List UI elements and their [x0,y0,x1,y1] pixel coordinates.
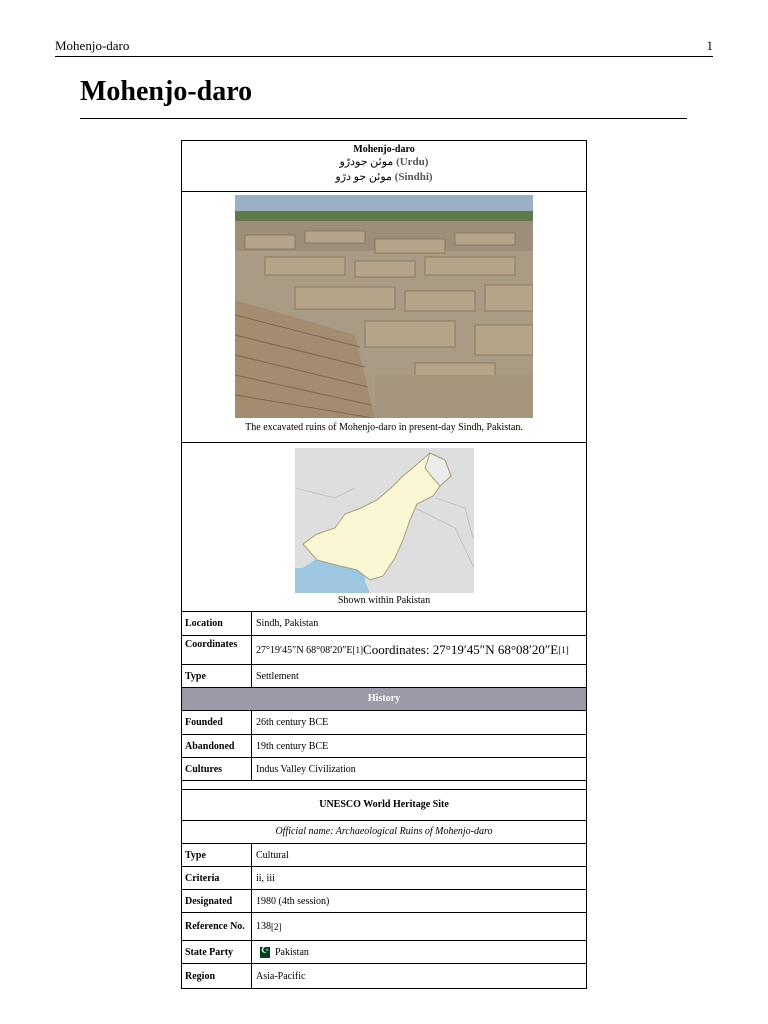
row-cultures [182,758,586,781]
row-designated [182,890,586,913]
row-type [182,665,586,688]
urdu-lang: (Urdu) [396,156,429,168]
row-coordinates [182,636,586,665]
infobox [181,140,587,989]
row-location [182,612,586,636]
row-abandoned [182,735,586,758]
page-title: Mohenjo-daro [80,76,253,107]
official-name: Official name: Archaeological Ruins of Mohenjo-daro [182,821,586,844]
coordinates-ref-1[interactable]: [1] [352,645,364,655]
photo-caption: The excavated ruins of Mohenjo-daro in present-day Sindh, Pakistan. [245,422,523,433]
infobox-name: Mohenjo-daro [353,144,415,155]
sindhi-name-line [182,170,586,185]
row-reference [182,913,586,941]
location-value: Sindh, Pakistan [256,618,319,629]
urdu-name: موئن جودڑو [339,156,394,168]
reference-number[interactable]: 138 [256,921,271,932]
row-criteria [182,867,586,890]
founded-label: Founded [182,711,252,734]
sindhi-lang: (Sindhi) [394,171,433,183]
designated-label: Designated [182,890,252,912]
type-label: Type [182,665,252,687]
location-label: Location [182,612,252,635]
map-caption: Shown within Pakistan [337,595,431,606]
pakistan-map [295,448,474,593]
map-block [182,443,586,612]
sindhi-name: موئن جو دڙو [335,171,392,183]
page-number: 1 [706,38,713,53]
pakistan-flag-icon [256,947,270,958]
row-region [182,964,586,988]
abandoned-label: Abandoned [182,735,252,757]
cultures-label: Cultures [182,758,252,780]
coordinates-big[interactable]: Coordinates: 27°19′45″N 68°08′20″E [363,642,559,657]
ruins-photo [235,195,533,418]
history-heading: History [182,688,586,711]
state-party-name[interactable]: Pakistan [275,946,309,958]
reference-value [252,913,586,940]
urdu-name-line [182,155,586,170]
unesco-type-value: Cultural [256,849,289,861]
region-label: Region [182,964,252,988]
title-rule [80,118,687,119]
unesco-heading[interactable]: UNESCO World Heritage Site [182,790,586,821]
unesco-type-label: Type [182,844,252,866]
running-header-title: Mohenjo-daro [55,38,130,53]
running-header [55,38,713,57]
photo-block [182,192,586,443]
infobox-spacer [182,781,586,790]
coordinates-ref-2[interactable]: [1] [558,645,569,655]
state-party-label: State Party [182,941,252,963]
row-founded [182,711,586,735]
row-state-party [182,941,586,964]
coordinates-value [252,636,586,664]
coordinates-label: Coordinates [182,636,252,664]
abandoned-value: 19th century BCE [256,740,329,752]
infobox-header [182,141,586,192]
reference-ref[interactable]: [2] [271,921,282,932]
row-unesco-type [182,844,586,867]
state-party-value [252,941,586,963]
cultures-value[interactable]: Indus Valley Civilization [256,763,356,775]
designated-value: 1980 (4th session) [256,895,330,907]
criteria-label: Criteria [182,867,252,889]
founded-value: 26th century BCE [256,717,329,728]
reference-label: Reference No. [182,913,252,940]
region-value: Asia-Pacific [256,970,306,982]
type-value: Settlement [256,670,299,682]
criteria-value: ii, iii [256,872,275,884]
coordinates-small[interactable]: 27°19′45″N 68°08′20″E [256,644,353,656]
